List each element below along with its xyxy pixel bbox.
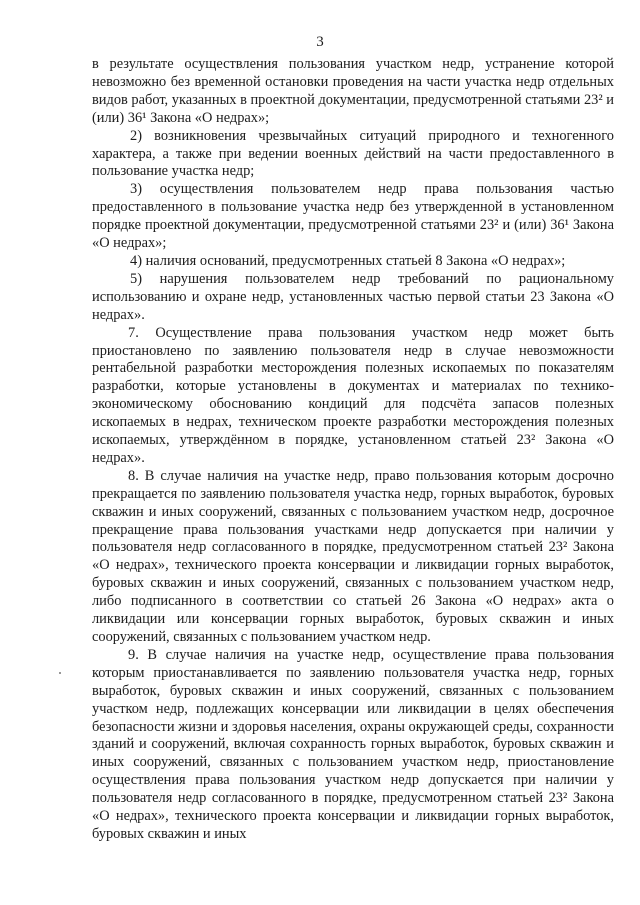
paragraph-continuation: в результате осуществления пользования участком недр, устранение которой невозможно без временной остановки проведения на части участка недр отдельных видов работ, указанных в проектной документации, предусмотренной статьями 23² и (или) 36¹ Закона «О недрах»; — [92, 56, 614, 126]
paragraph-item-4: 4) наличия оснований, предусмотренных статьей 8 Закона «О недрах»; — [130, 252, 566, 269]
page-number: 3 — [316, 34, 324, 50]
paragraph-item-2: 2) возникновения чрезвычайных ситуаций природного и техногенного характера, а также при ведении военных действий на части предоставленного в пользование участка недр; — [92, 127, 614, 180]
document-body — [92, 56, 614, 844]
paragraph-7: 7. Осуществление права пользования участком недр может быть приостановлено по заявлению пользователя недр в случае невозможности рентабельной разработки месторождения полезных ископаемых по показателям разработки, которые установлены в документах и материалах по технико-экономическому обоснованию кондиций для подсчёта запасов полезных ископаемых в недрах, техническом проекте разработки месторождения полезных ископаемых, утверждённом в порядке, установленном статьей 23² Закона «О недрах». — [92, 324, 614, 466]
scan-speck — [59, 672, 61, 674]
paragraph-item-3: 3) осуществления пользователем недр права пользования частью предоставленного в пользование участка недр без утвержденной в установленном порядке проектной документации, предусмотренной статьями 23² и (или) 36¹ Закона «О недрах»; — [92, 181, 614, 252]
paragraph-9: 9. В случае наличия на участке недр, осуществление права пользования которым приостанавливается по заявлению пользователя участка недр, горных выработок, буровых скважин и иных сооружений, связанных с пользованием участком недр, подлежащих консервации или ликвидации в целях обеспечения безопасности жизни и здоровья населения, охраны окружающей среды, сохранности зданий и сооружений, включая сохранность горных выработок, буровых скважин и иных сооружений, связанных с пользованием участком недр, приостановление осуществления права пользования участком недр допускается при наличии у пользователя недр согласованного в порядке, предусмотренном статьей 23² Закона «О недрах», технического проекта консервации и ликвидации горных выработок, буровых скважин и иных — [92, 646, 614, 842]
paragraph-8: 8. В случае наличия на участке недр, право пользования которым досрочно прекращается по заявлению пользователя участка недр, горных выработок, буровых скважин и иных сооружений, связанных с пользованием участком недр, досрочное прекращение права пользования участками недр допускается при наличии у пользователя недр согласованного в порядке, предусмотренном статьей 23² Закона «О недрах», технического проекта консервации и ликвидации горных выработок, буровых скважин и иных сооружений, связанных с пользованием участком недр, либо подписанного в соответствии со статьей 26 Закона «О недрах» акта о ликвидации или консервации горных выработок, буровых скважин и иных сооружений, связанных с пользованием участком недр. — [92, 467, 614, 645]
paragraph-item-5: 5) нарушения пользователем недр требований по рациональному использованию и охране недр, установленных частью первой статьи 23 Закона «О недрах». — [92, 270, 614, 323]
